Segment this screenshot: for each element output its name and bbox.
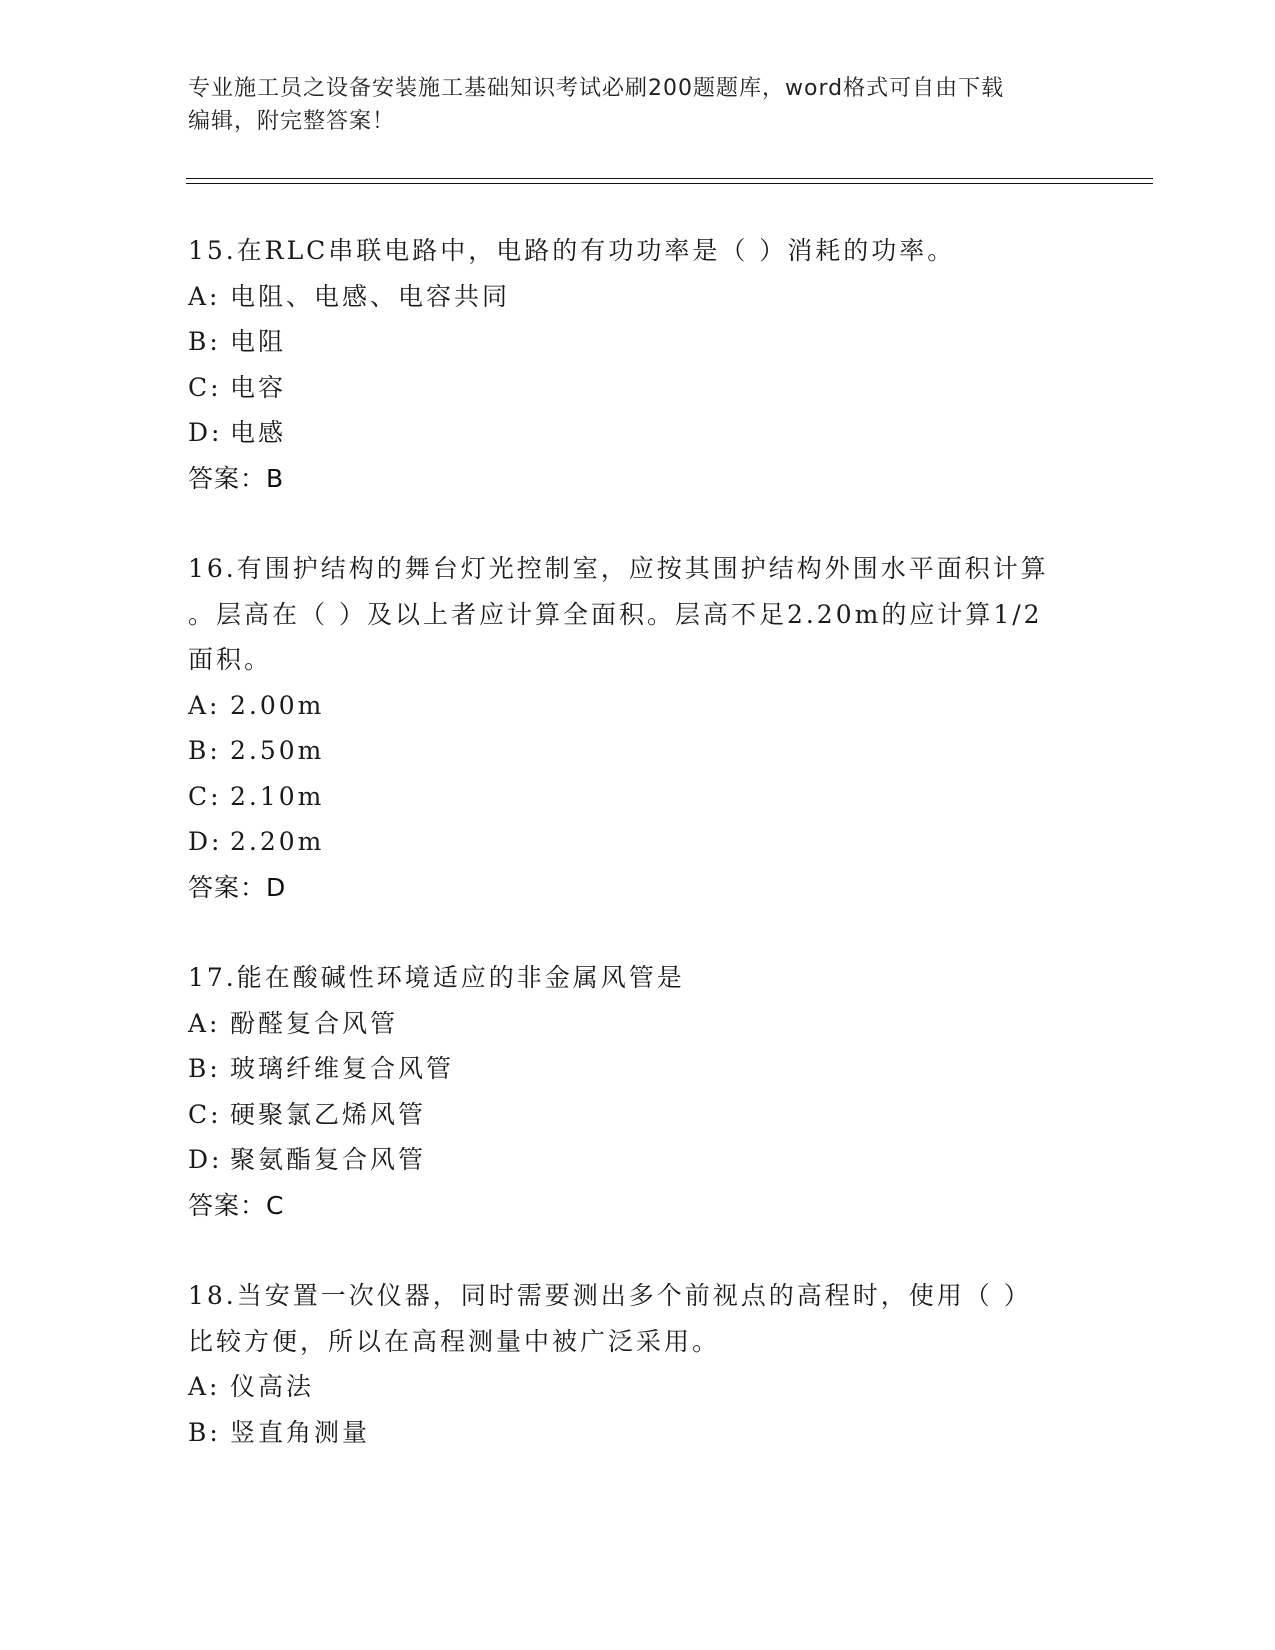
question-gap [188,1228,1088,1273]
option-text: 竖直角测量 [230,1417,371,1447]
option-text: 电阻、电感、电容共同 [230,281,511,311]
option-key: D: [188,827,223,856]
option-key: A: [188,1008,221,1038]
option-key: B: [188,1054,221,1083]
option-text: 仪高法 [230,1372,315,1401]
option-b [188,319,1088,365]
option-b [188,1046,1088,1092]
question-text: 面积。 [188,645,273,674]
option-d [188,410,1088,456]
option-key: A: [188,281,221,311]
option-text: 2.20m [230,827,325,856]
question-18 [188,1273,1088,1455]
option-d [188,819,1088,865]
option-text: 硬聚氯乙烯风管 [230,1099,427,1129]
option-text: 电容 [230,372,287,402]
answer: 答案：C [188,1190,285,1220]
answer: 答案：B [188,463,285,493]
option-key: B: [188,327,221,356]
header-line-2: 编辑，附完整答案！ [188,109,396,134]
question-16 [188,546,1088,910]
question-list [188,228,1088,1455]
option-key: B: [188,1417,221,1447]
question-gap [188,501,1088,546]
question-17 [188,955,1088,1228]
option-d [188,1137,1088,1183]
option-text: 2.10m [230,781,325,811]
option-c [188,1092,1088,1138]
answer: 答案：D [188,872,287,902]
option-c [188,774,1088,820]
option-key: C: [188,1099,222,1129]
option-text: 电阻 [230,327,287,356]
option-text: 玻璃纤维复合风管 [230,1054,455,1083]
question-text: 16.有围护结构的舞台灯光控制室，应按其围护结构外围水平面积计算 [188,554,1049,583]
option-key: D: [188,1145,223,1174]
document-header [188,72,1088,138]
question-15 [188,228,1088,501]
option-text: 聚氨酯复合风管 [230,1145,427,1174]
option-a [188,683,1088,729]
question-gap [188,910,1088,955]
option-key: D: [188,418,223,447]
option-key: C: [188,372,222,402]
question-text: 。层高在（ ）及以上者应计算全面积。层高不足2.20m的应计算1/2 [188,599,1043,629]
option-text: 酚醛复合风管 [230,1008,399,1038]
question-text: 比较方便，所以在高程测量中被广泛采用。 [188,1326,721,1356]
option-key: A: [188,1372,221,1401]
option-b [188,728,1088,774]
header-divider-top [186,178,1153,179]
question-text: 18.当安置一次仪器，同时需要测出多个前视点的高程时，使用（ ） [188,1281,1032,1310]
question-text: 17.能在酸碱性环境适应的非金属风管是 [188,963,685,992]
option-b [188,1410,1088,1456]
option-a [188,1001,1088,1047]
option-text: 电感 [230,418,287,447]
option-a [188,1364,1088,1410]
option-key: A: [188,690,221,720]
option-c [188,365,1088,411]
option-text: 2.50m [230,736,325,765]
header-line-1: 专业施工员之设备安装施工基础知识考试必刷200题题库，word格式可自由下载 [188,76,1005,101]
header-divider-bottom [186,183,1153,184]
question-text: 15.在RLC串联电路中，电路的有功功率是（ ）消耗的功率。 [188,236,956,265]
option-text: 2.00m [230,690,325,720]
option-key: C: [188,781,222,811]
option-key: B: [188,736,221,765]
option-a [188,274,1088,320]
